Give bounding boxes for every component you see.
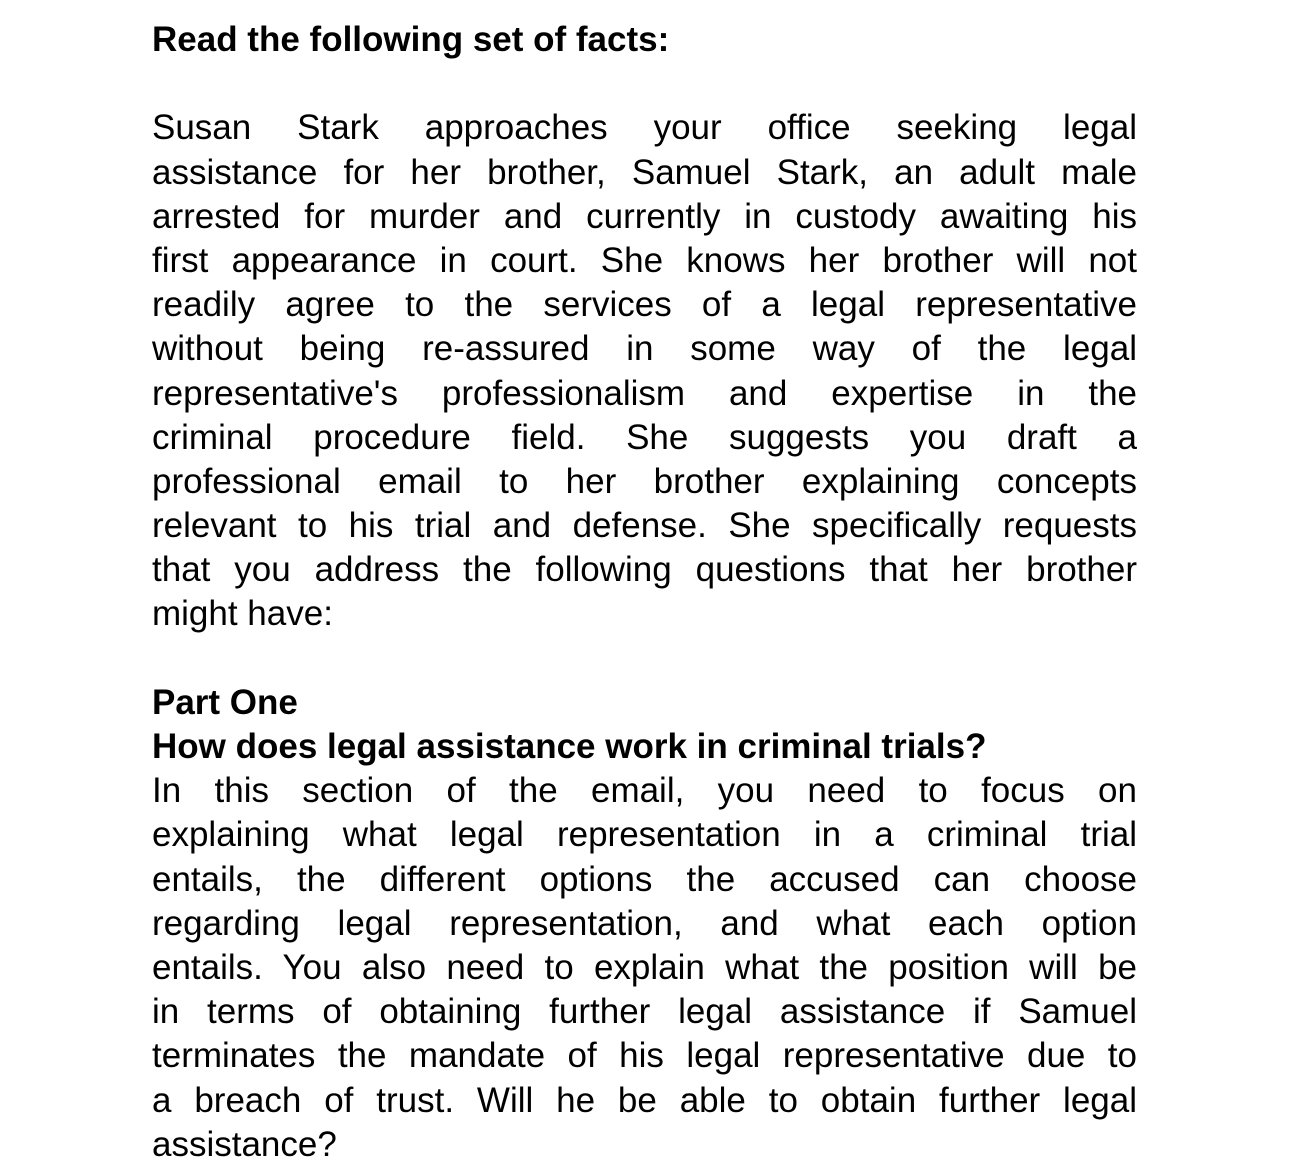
facts-line: readily agree to the services of a legal representative xyxy=(152,285,1137,325)
facts-line: first appearance in court. She knows her brother will not xyxy=(152,240,1137,280)
facts-line: might have: xyxy=(152,594,333,634)
facts-line: representative's professionalism and expertise in the xyxy=(152,373,1137,413)
document-heading: Read the following set of facts: xyxy=(152,20,670,59)
part-one-paragraph xyxy=(152,769,1137,1167)
facts-line: arrested for murder and currently in custody awaiting his xyxy=(152,196,1137,236)
part-line: terminates the mandate of his legal representative due to xyxy=(152,1036,1137,1076)
part-line: entails. You also need to explain what the position will be xyxy=(152,947,1137,987)
facts-line: that you address the following questions that her brother xyxy=(152,550,1137,590)
facts-paragraph xyxy=(152,106,1137,636)
paragraph-spacer xyxy=(152,637,1137,681)
facts-line: professional email to her brother explaining concepts xyxy=(152,461,1137,501)
paragraph-spacer xyxy=(152,62,1137,106)
facts-line: criminal procedure field. She suggests you draft a xyxy=(152,417,1137,457)
part-line: assistance? xyxy=(152,1124,337,1164)
part-line: entails, the different options the accused can choose xyxy=(152,859,1137,899)
part-line: a breach of trust. Will he be able to obtain further legal xyxy=(152,1080,1137,1120)
part-line: in terms of obtaining further legal assistance if Samuel xyxy=(152,992,1137,1032)
facts-line: Susan Stark approaches your office seeking legal xyxy=(152,108,1137,148)
part-line: explaining what legal representation in a criminal trial xyxy=(152,815,1137,855)
facts-line: without being re-assured in some way of the legal xyxy=(152,329,1137,369)
part-line: In this section of the email, you need to focus on xyxy=(152,771,1137,811)
part-line: regarding legal representation, and what each option xyxy=(152,903,1137,943)
part-question: How does legal assistance work in criminal trials? xyxy=(152,727,987,766)
document-body xyxy=(152,18,1137,1167)
part-title: Part One xyxy=(152,682,298,722)
facts-line: relevant to his trial and defense. She specifically requests xyxy=(152,506,1137,546)
facts-line: assistance for her brother, Samuel Stark, an adult male xyxy=(152,152,1137,192)
